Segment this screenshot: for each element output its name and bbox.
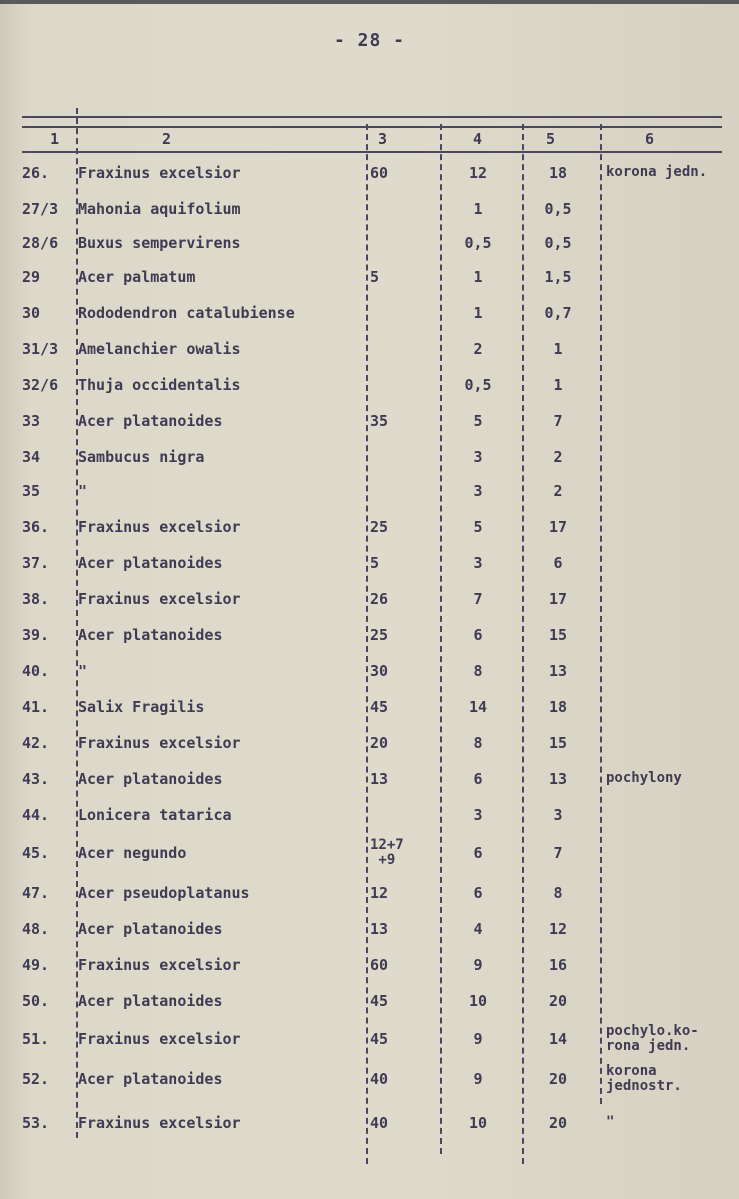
table-row bbox=[0, 164, 739, 198]
col-header-5: 5 bbox=[546, 130, 556, 148]
col5-value: 1 bbox=[553, 376, 563, 394]
col3-value: 13 bbox=[370, 920, 389, 938]
col4-value: 9 bbox=[473, 1030, 483, 1048]
col5-value: 18 bbox=[548, 698, 568, 716]
species-name: Fraxinus excelsior bbox=[78, 518, 241, 536]
table-row bbox=[0, 837, 739, 878]
col3-value: 60 bbox=[370, 956, 389, 974]
col5-value: 0,7 bbox=[544, 304, 572, 322]
col5-value: 20 bbox=[548, 1070, 568, 1088]
col4-value: 9 bbox=[473, 956, 483, 974]
col5-value: 1 bbox=[553, 340, 563, 358]
col4-value: 9 bbox=[473, 1070, 483, 1088]
species-name: Salix Fragilis bbox=[78, 698, 205, 716]
col-header-6: 6 bbox=[645, 130, 655, 148]
col4-value: 1 bbox=[473, 304, 483, 322]
col4-value: 6 bbox=[473, 770, 483, 788]
species-name: Acer palmatum bbox=[78, 268, 196, 286]
col3-value: 60 bbox=[370, 164, 389, 182]
col5-value: 3 bbox=[553, 806, 563, 824]
col5-value: 20 bbox=[548, 1114, 568, 1132]
table-row bbox=[0, 412, 739, 446]
row-number: 38. bbox=[22, 590, 50, 608]
species-name: Fraxinus excelsior bbox=[78, 1030, 241, 1048]
species-name: Fraxinus excelsior bbox=[78, 590, 241, 608]
scan-edge bbox=[0, 0, 739, 4]
remarks: korona jednostr. bbox=[606, 1063, 682, 1094]
col4-value: 2 bbox=[473, 340, 483, 358]
col4-value: 7 bbox=[473, 590, 483, 608]
col3-value: 40 bbox=[370, 1114, 389, 1132]
col3-value: 25 bbox=[370, 626, 389, 644]
col5-value: 17 bbox=[548, 590, 568, 608]
col5-value: 13 bbox=[548, 770, 568, 788]
col4-value: 6 bbox=[473, 884, 483, 902]
col5-value: 12 bbox=[548, 920, 568, 938]
col4-value: 5 bbox=[473, 518, 483, 536]
species-name: " bbox=[78, 482, 88, 500]
remarks: pochylony bbox=[606, 770, 682, 786]
col3-value: 5 bbox=[370, 268, 380, 286]
table-row bbox=[0, 554, 739, 588]
col4-value: 0,5 bbox=[464, 234, 492, 252]
row-number: 47. bbox=[22, 884, 50, 902]
col-header-4: 4 bbox=[473, 130, 483, 148]
row-number: 42. bbox=[22, 734, 50, 752]
col5-value: 20 bbox=[548, 992, 568, 1010]
table-row bbox=[0, 992, 739, 1026]
table-row bbox=[0, 956, 739, 990]
row-number: 33 bbox=[22, 412, 41, 430]
species-name: Fraxinus excelsior bbox=[78, 956, 241, 974]
row-number: 37. bbox=[22, 554, 50, 572]
row-number: 45. bbox=[22, 844, 50, 862]
species-name: Acer platanoides bbox=[78, 554, 223, 572]
table-row bbox=[0, 1063, 739, 1104]
table-row bbox=[0, 626, 739, 660]
col4-value: 4 bbox=[473, 920, 483, 938]
row-number: 27/3 bbox=[22, 200, 59, 218]
col4-value: 6 bbox=[473, 626, 483, 644]
row-number: 52. bbox=[22, 1070, 50, 1088]
col5-value: 8 bbox=[553, 884, 563, 902]
table-row bbox=[0, 884, 739, 918]
col5-value: 7 bbox=[553, 844, 563, 862]
col4-value: 5 bbox=[473, 412, 483, 430]
row-number: 32/6 bbox=[22, 376, 59, 394]
species-name: Lonicera tatarica bbox=[78, 806, 232, 824]
col5-value: 18 bbox=[548, 164, 568, 182]
col5-value: 0,5 bbox=[544, 200, 572, 218]
table-row bbox=[0, 340, 739, 374]
col4-value: 1 bbox=[473, 200, 483, 218]
col4-value: 0,5 bbox=[464, 376, 492, 394]
species-name: Sambucus nigra bbox=[78, 448, 205, 466]
col5-value: 17 bbox=[548, 518, 568, 536]
row-number: 53. bbox=[22, 1114, 50, 1132]
table-row bbox=[0, 806, 739, 840]
row-number: 49. bbox=[22, 956, 50, 974]
col4-value: 3 bbox=[473, 448, 483, 466]
species-name: Mahonia aquifolium bbox=[78, 200, 241, 218]
table-row bbox=[0, 234, 739, 268]
row-number: 44. bbox=[22, 806, 50, 824]
col3-value: 45 bbox=[370, 992, 389, 1010]
col4-value: 14 bbox=[468, 698, 488, 716]
species-name: Acer platanoides bbox=[78, 626, 223, 644]
col5-value: 15 bbox=[548, 734, 568, 752]
row-number: 50. bbox=[22, 992, 50, 1010]
col4-value: 3 bbox=[473, 554, 483, 572]
row-number: 43. bbox=[22, 770, 50, 788]
col5-value: 16 bbox=[548, 956, 568, 974]
col3-value: 13 bbox=[370, 770, 389, 788]
remarks: pochylo.ko- rona jedn. bbox=[606, 1023, 699, 1054]
col4-value: 10 bbox=[468, 992, 488, 1010]
header-second-rule bbox=[22, 126, 722, 128]
species-name: Fraxinus excelsior bbox=[78, 734, 241, 752]
table-row bbox=[0, 200, 739, 234]
col3-value: 26 bbox=[370, 590, 389, 608]
row-number: 36. bbox=[22, 518, 50, 536]
col3-value: 25 bbox=[370, 518, 389, 536]
col3-value: 35 bbox=[370, 412, 389, 430]
col-header-2: 2 bbox=[162, 130, 172, 148]
col5-value: 0,5 bbox=[544, 234, 572, 252]
col5-value: 13 bbox=[548, 662, 568, 680]
col4-value: 3 bbox=[473, 482, 483, 500]
col5-value: 1,5 bbox=[544, 268, 572, 286]
col4-value: 12 bbox=[468, 164, 488, 182]
row-number: 41. bbox=[22, 698, 50, 716]
table-row bbox=[0, 376, 739, 410]
species-name: Amelanchier owalis bbox=[78, 340, 241, 358]
species-name: Thuja occidentalis bbox=[78, 376, 241, 394]
species-name: Fraxinus excelsior bbox=[78, 164, 241, 182]
species-name: Acer negundo bbox=[78, 844, 187, 862]
col5-value: 2 bbox=[553, 482, 563, 500]
species-name: Acer platanoides bbox=[78, 770, 223, 788]
col5-value: 15 bbox=[548, 626, 568, 644]
table-row bbox=[0, 1114, 739, 1148]
col4-value: 8 bbox=[473, 662, 483, 680]
row-number: 31/3 bbox=[22, 340, 59, 358]
header-bottom-rule bbox=[22, 151, 722, 153]
row-number: 39. bbox=[22, 626, 50, 644]
row-number: 48. bbox=[22, 920, 50, 938]
col5-value: 6 bbox=[553, 554, 563, 572]
row-number: 34 bbox=[22, 448, 41, 466]
species-name: Acer platanoides bbox=[78, 1070, 223, 1088]
col3-value: 12 bbox=[370, 884, 389, 902]
row-number: 51. bbox=[22, 1030, 50, 1048]
species-name: Fraxinus excelsior bbox=[78, 1114, 241, 1132]
col-header-3: 3 bbox=[378, 130, 388, 148]
table-row bbox=[0, 662, 739, 696]
col-header-1: 1 bbox=[50, 130, 60, 148]
col4-value: 10 bbox=[468, 1114, 488, 1132]
table-row bbox=[0, 482, 739, 516]
col3-value: 5 bbox=[370, 554, 380, 572]
col3-value: 45 bbox=[370, 698, 389, 716]
table-row bbox=[0, 518, 739, 552]
species-name: Acer platanoides bbox=[78, 920, 223, 938]
row-number: 26. bbox=[22, 164, 50, 182]
table-row bbox=[0, 770, 739, 804]
col4-value: 8 bbox=[473, 734, 483, 752]
col4-value: 1 bbox=[473, 268, 483, 286]
species-name: Acer pseudoplatanus bbox=[78, 884, 250, 902]
table-row bbox=[0, 920, 739, 954]
species-name: Acer platanoides bbox=[78, 992, 223, 1010]
row-number: 29 bbox=[22, 268, 41, 286]
col4-value: 6 bbox=[473, 844, 483, 862]
row-number: 30 bbox=[22, 304, 41, 322]
col3-value: 12+7 +9 bbox=[370, 837, 404, 868]
remarks: korona jedn. bbox=[606, 164, 708, 180]
species-name: Acer platanoides bbox=[78, 412, 223, 430]
col3-value: 40 bbox=[370, 1070, 389, 1088]
col5-value: 14 bbox=[548, 1030, 568, 1048]
table-row bbox=[0, 304, 739, 338]
remarks: " bbox=[606, 1114, 615, 1130]
row-number: 28/6 bbox=[22, 234, 59, 252]
table-row bbox=[0, 698, 739, 732]
species-name: Buxus sempervirens bbox=[78, 234, 241, 252]
col3-value: 30 bbox=[370, 662, 389, 680]
table-row bbox=[0, 268, 739, 302]
col4-value: 3 bbox=[473, 806, 483, 824]
table-row bbox=[0, 1023, 739, 1064]
col3-value: 20 bbox=[370, 734, 389, 752]
species-name: Rododendron catalubiense bbox=[78, 304, 295, 322]
page-number: - 28 - bbox=[333, 30, 406, 51]
row-number: 40. bbox=[22, 662, 50, 680]
col3-value: 45 bbox=[370, 1030, 389, 1048]
col5-value: 2 bbox=[553, 448, 563, 466]
table-row bbox=[0, 448, 739, 482]
table-row bbox=[0, 734, 739, 768]
table-row bbox=[0, 590, 739, 624]
row-number: 35 bbox=[22, 482, 41, 500]
col5-value: 7 bbox=[553, 412, 563, 430]
header-top-rule bbox=[22, 116, 722, 118]
species-name: " bbox=[78, 662, 88, 680]
